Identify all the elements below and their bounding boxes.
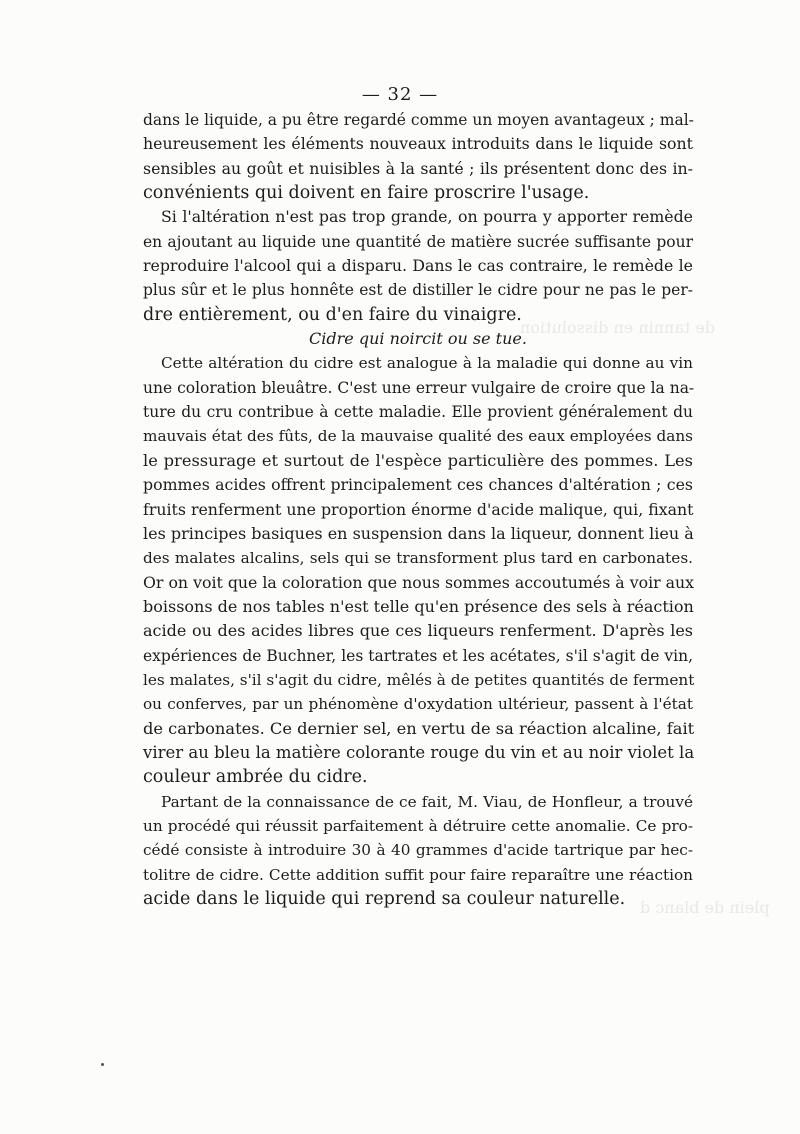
text-line: acide ou des acides libres que ces liqueurs renferment. D'après les	[143, 621, 693, 641]
text-line: tolitre de cidre. Cette addition suffit pour faire reparaître une réaction	[143, 865, 693, 884]
text-line: convénients qui doivent en faire proscrire l'usage.	[143, 183, 590, 204]
text-line: un procédé qui réussit parfaitement à détruire cette anomalie. Ce pro-	[143, 816, 693, 835]
paragraph-1	[143, 108, 693, 205]
paper-speck	[101, 1063, 104, 1066]
text-line: le pressurage et surtout de l'espèce particulière des pommes. Les	[143, 450, 693, 470]
text-line: cédé consiste à introduire 30 à 40 grammes d'acide tartrique par hec-	[143, 841, 693, 860]
bleed-through-text: de tannin en dissolution	[520, 318, 716, 337]
text-line: les principes basiques en suspension dans la liqueur, donnent lieu à	[143, 523, 694, 543]
text-line: plus sûr et le plus honnête est de distiller le cidre pour ne pas le per-	[143, 281, 693, 300]
text-line: heureusement les éléments nouveaux introduits dans le liquide sont	[143, 134, 693, 154]
text-line: sensibles au goût et nuisibles à la santé ; ils présentent donc des in-	[143, 158, 693, 178]
text-line: en ajoutant au liquide une quantité de matière sucrée suffisante pour	[143, 232, 693, 251]
bleed-through-text: plein de blanc d	[640, 898, 770, 917]
text-line: ture du cru contribue à cette maladie. Elle provient généralement du	[143, 403, 693, 422]
section-heading: Cidre qui noircit ou se tue.	[309, 329, 527, 349]
text-line: expériences de Buchner, les tartrates et les acétates, s'il s'agit de vin,	[143, 646, 693, 665]
paragraph-3	[143, 351, 693, 789]
body-text	[143, 108, 693, 911]
text-line: dans le liquide, a pu être regardé comme un moyen avantageux ; mal-	[143, 111, 694, 129]
text-line: boissons de nos tables n'est telle qu'en présence des sels à réaction	[143, 596, 694, 616]
text-line: Cette altération du cidre est analogue à la maladie qui donne au vin	[161, 354, 693, 373]
page-number: — 32 —	[361, 84, 439, 105]
text-line: une coloration bleuâtre. C'est une erreur vulgaire de croire que la na-	[143, 378, 695, 397]
paragraph-4	[143, 790, 693, 912]
text-line: fruits renferment une proportion énorme d'acide malique, qui, fixant	[143, 499, 694, 519]
text-line: Si l'altération n'est pas trop grande, on pourra y apporter remède	[161, 207, 693, 227]
text-line: virer au bleu la matière colorante rouge du vin et au noir violet la	[143, 742, 695, 762]
text-line: reproduire l'alcool qui a disparu. Dans le cas contraire, le remède le	[143, 256, 693, 276]
text-line: Or on voit que la coloration que nous sommes accoutumés à voir aux	[143, 572, 695, 592]
text-line: dre entièrement, ou d'en faire du vinaigre.	[143, 304, 522, 325]
text-line: mauvais état des fûts, de la mauvaise qualité des eaux employées dans	[143, 427, 693, 446]
text-line: ou conferves, par un phénomène d'oxydation ultérieur, passent à l'état	[143, 695, 693, 714]
text-line: les malates, s'il s'agit du cidre, mêlés à de petites quantités de ferment	[143, 670, 695, 689]
text-line: acide dans le liquide qui reprend sa couleur naturelle.	[143, 889, 626, 909]
text-line: pommes acides offrent principalement ces chances d'altération ; ces	[143, 475, 693, 495]
text-line: des malates alcalins, sels qui se transforment plus tard en carbonates.	[143, 549, 693, 568]
text-line: Partant de la connaissance de ce fait, M. Viau, de Honfleur, a trouvé	[161, 792, 693, 811]
paragraph-2	[143, 205, 693, 327]
text-line: couleur ambrée du cidre.	[143, 767, 368, 788]
text-line: de carbonates. Ce dernier sel, en vertu de sa réaction alcaline, fait	[143, 718, 695, 738]
